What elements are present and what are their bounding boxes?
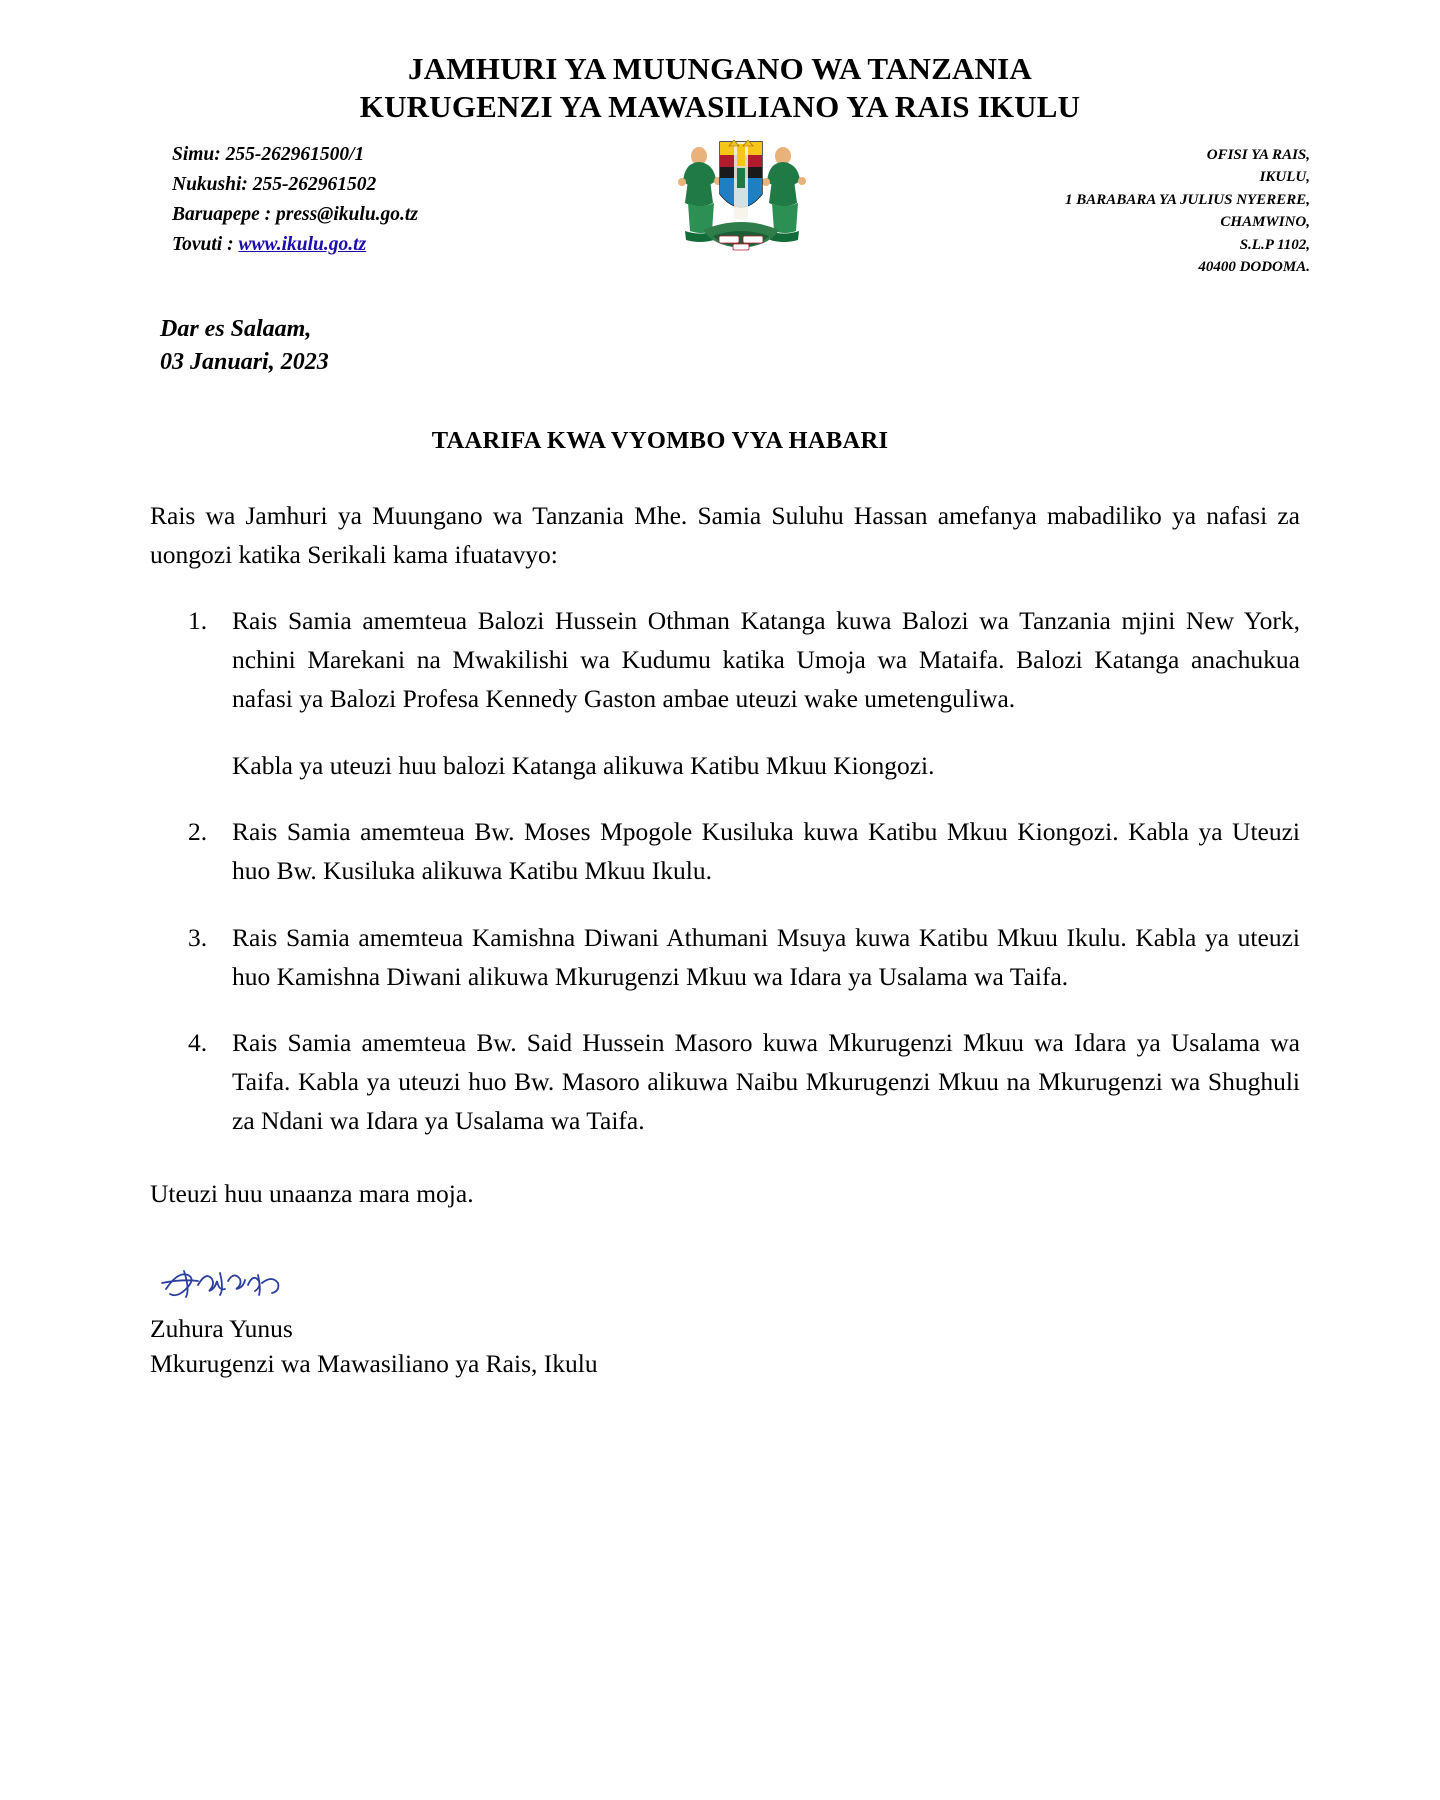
website-label: Tovuti : (172, 234, 239, 256)
address-line-1: OFISI YA RAIS, (1206, 146, 1310, 163)
date-line: 03 Januari, 2023 (160, 348, 329, 375)
org-title-line-1: JAMHURI YA MUUNGANO WA TANZANIA (408, 51, 1032, 86)
list-item (188, 919, 1300, 997)
address-line-3: 1 BARABARA YA JULIUS NYERERE, (1065, 191, 1310, 208)
coat-of-arms-icon (673, 132, 809, 254)
signatory-name: Zuhura Yunus (150, 1314, 293, 1344)
place-line: Dar es Salaam, (160, 315, 312, 342)
org-title-line-2: KURUGENZI YA MAWASILIANO YA RAIS IKULU (359, 88, 1081, 124)
list-item (188, 813, 1300, 891)
address-line-4: CHAMWINO, (1220, 214, 1310, 231)
organization-title (0, 50, 1440, 126)
contact-details (172, 138, 418, 261)
coat-of-arms (666, 132, 816, 254)
website-link[interactable]: www.ikulu.go.tz (238, 234, 367, 256)
letterhead (0, 0, 1440, 279)
list-item (188, 602, 1300, 785)
address-line-6: 40400 DODOMA. (1198, 259, 1310, 276)
document-body (0, 497, 1440, 1381)
signatory-role: Mkurugenzi wa Mawasiliano ya Rais, Ikulu (150, 1348, 598, 1378)
appointments-list (150, 602, 1300, 1140)
signature-block (150, 1259, 1300, 1381)
signature-icon (158, 1259, 308, 1305)
page-title: TAARIFA KWA VYOMBO VYA HABARI (431, 426, 889, 454)
list-item-text: Rais Samia amemteua Balozi Hussein Othman Katanga kuwa Balozi wa Tanzania mjini New York, nchini Marekani na Mwakilishi wa Kudumu katika Umoja wa Mataifa. Balozi Katanga anachukua nafasi ya Balozi Profesa Kennedy Gaston ambae uteuzi wake umetenguliwa. (232, 606, 1300, 713)
list-item-text: Rais Samia amemteua Kamishna Diwani Athumani Msuya kuwa Katibu Mkuu Ikulu. Kabla ya uteuzi huo Kamishna Diwani alikuwa Mkurugenzi Mkuu wa Idara ya Usalama wa Taifa. (232, 922, 1300, 991)
letterhead-contact-row (0, 138, 1440, 279)
list-item (188, 1024, 1300, 1140)
list-item-text: Rais Samia amemteua Bw. Moses Mpogole Kusiluka kuwa Katibu Mkuu Kiongozi. Kabla ya Uteuzi huo Bw. Kusiluka alikuwa Katibu Mkuu Ikulu. (232, 817, 1300, 886)
address-line-2: IKULU, (1259, 169, 1310, 186)
list-item-subtext: Kabla ya uteuzi huu balozi Katanga alikuwa Katibu Mkuu Kiongozi. (232, 750, 935, 780)
office-address (1065, 138, 1310, 279)
intro-paragraph: Rais wa Jamhuri ya Muungano wa Tanzania Mhe. Samia Suluhu Hassan amefanya mabadiliko ya nafasi za uongozi katika Serikali kama ifuatavyo: (150, 500, 1300, 569)
closing-paragraph: Uteuzi huu unaanza mara moja. (150, 1178, 474, 1208)
website-line (172, 230, 418, 260)
phone-line: Simu: 255-262961500/1 (172, 143, 365, 165)
list-item-text: Rais Samia amemteua Bw. Said Hussein Masoro kuwa Mkurugenzi Mkuu wa Idara ya Usalama wa Taifa. Kabla ya uteuzi huo Bw. Masoro alikuwa Naibu Mkurugenzi Mkuu na Mkurugenzi wa Shughuli za Ndani wa Idara ya Usalama wa Taifa. (232, 1028, 1300, 1135)
date-block (0, 313, 1440, 379)
email-line: Baruapepe : press@ikulu.go.tz (172, 204, 418, 226)
address-line-5: S.L.P 1102, (1239, 236, 1310, 253)
fax-line: Nukushi: 255-262961502 (172, 173, 377, 195)
